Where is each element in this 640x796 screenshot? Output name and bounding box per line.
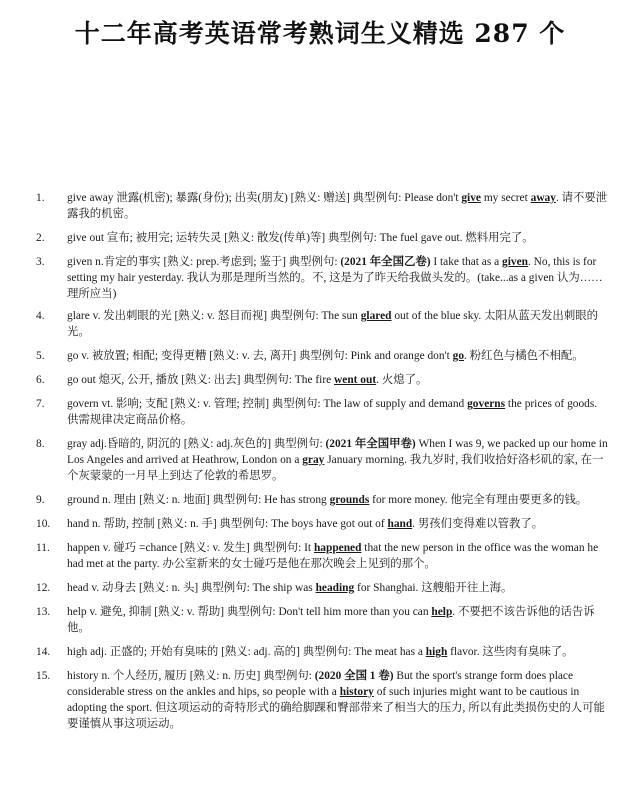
list-item xyxy=(36,396,608,428)
entry-text: go out 熄灭, 公开, 播放 [熟义: 出去] 典型例句: The fire went out. 火熄了。 xyxy=(67,374,428,386)
list-item xyxy=(36,254,608,302)
entry-text: go v. 被放置; 相配; 变得更糟 [熟义: v. 去, 离开] 典型例句: Pink and orange don't go. 粉红色与橘色不相配。 xyxy=(67,350,584,362)
list-item xyxy=(36,644,608,660)
keyword: hand xyxy=(387,518,413,530)
keyword: give xyxy=(461,192,481,204)
entry-number: 11. xyxy=(36,542,50,554)
keyword: given xyxy=(502,256,528,268)
exam-source: (2020 全国 1 卷) xyxy=(314,670,394,682)
keyword: high xyxy=(425,646,448,658)
entry-number: 6. xyxy=(36,374,45,386)
entry-text: give away 泄露(机密); 暴露(身份); 出卖(朋友) [熟义: 赠送] 典型例句: Please don't give my secret away. 请不要泄露我的机密。 xyxy=(67,192,608,220)
entry-number: 3. xyxy=(36,256,45,268)
page-title: 十二年高考英语常考熟词生义精选 287 个 xyxy=(74,19,566,48)
keyword: grounds xyxy=(329,494,370,506)
keyword: help xyxy=(431,606,453,618)
list-item xyxy=(36,580,608,596)
keyword: away xyxy=(530,192,556,204)
entry-number: 10. xyxy=(36,518,51,530)
entry-text: gray adj.昏暗的, 阴沉的 [熟义: adj.灰色的] 典型例句: (2021 年全国甲卷) When I was 9, we packed up our home in Los Angeles and arrived at Heathrow, London on a gray January morning. 我九岁时, 我们收拾好洛杉矶的家, 在一个灰蒙蒙的一月早上到达了伦敦的希思罗。 xyxy=(67,438,608,482)
list-item xyxy=(36,348,608,364)
entry-number: 2. xyxy=(36,232,45,244)
entry-number: 5. xyxy=(36,350,45,362)
entry-text: help v. 避免, 抑制 [熟义: v. 帮助] 典型例句: Don't tell him more than you can help. 不要把不该告诉他的话告诉他。 xyxy=(67,606,595,634)
exam-source: (2021 年全国甲卷) xyxy=(325,438,416,450)
entry-number: 4. xyxy=(36,310,45,322)
entry-text: head v. 动身去 [熟义: n. 头] 典型例句: The ship was heading for Shanghai. 这艘船开往上海。 xyxy=(67,582,513,594)
list-item xyxy=(36,604,608,636)
keyword: gray xyxy=(302,454,325,466)
entry-number: 9. xyxy=(36,494,45,506)
entry-text: given n.肯定的事实 [熟义: prep.考虑到; 鉴于] 典型例句: (2021 年全国乙卷) I take that as a given. No, this is for setting my hair yesterday. 我认为那是理所当然的。不, 这是为了昨天给我做头发的。(take...as a given 认为……理所应当) xyxy=(67,256,603,300)
keyword: heading xyxy=(315,582,355,594)
entry-text: glare v. 发出刺眼的光 [熟义: v. 怒目而视] 典型例句: The sun glared out of the blue sky. 太阳从蓝天发出刺眼的光。 xyxy=(67,310,598,338)
entry-text: history n. 个人经历, 履历 [熟义: n. 历史] 典型例句: (2020 全国 1 卷) But the sport's strange form does place considerable stress on the ankles and hips, so people with a history of such injuries might want to be cautious in adopting the sport. 但这项运动的奇特形式的确给脚踝和臀部带来了相当大的压力, 所以有此类损伤史的人可能要谨慎从事这项运动。 xyxy=(67,670,605,730)
list-item xyxy=(36,436,608,484)
entry-text: give out 宣布; 被用完; 运转失灵 [熟义: 散发(传单)等] 典型例句: The fuel gave out. 燃料用完了。 xyxy=(67,232,534,244)
entry-text: govern vt. 影响; 支配 [熟义: v. 管理; 控制] 典型例句: The law of supply and demand governs the prices of goods. 供需规律决定商品价格。 xyxy=(67,398,598,426)
entry-number: 13. xyxy=(36,606,51,618)
keyword: go xyxy=(452,350,465,362)
entry-text: high adj. 正盛的; 开始有臭味的 [熟义: adj. 高的] 典型例句: The meat has a high flavor. 这些肉有臭味了。 xyxy=(67,646,574,658)
list-item xyxy=(36,668,608,732)
list-item xyxy=(36,492,608,508)
entry-number: 1. xyxy=(36,192,45,204)
entry-number: 8. xyxy=(36,438,45,450)
exam-source: (2021 年全国乙卷) xyxy=(340,256,431,268)
list-item xyxy=(36,190,608,222)
list-item xyxy=(36,230,608,246)
keyword: history xyxy=(339,686,374,698)
keyword: went out xyxy=(334,374,377,386)
list-item xyxy=(36,308,608,340)
entry-number: 14. xyxy=(36,646,51,658)
entry-text: ground n. 理由 [熟义: n. 地面] 典型例句: He has strong grounds for more money. 他完全有理由要更多的钱。 xyxy=(67,494,588,506)
list-item xyxy=(36,372,608,388)
entry-number: 15. xyxy=(36,670,51,682)
entry-list xyxy=(36,190,608,740)
keyword: glared xyxy=(360,310,392,322)
list-item xyxy=(36,516,608,532)
keyword: happened xyxy=(313,542,362,554)
entry-number: 12. xyxy=(36,582,51,594)
list-item xyxy=(36,540,608,572)
entry-number: 7. xyxy=(36,398,45,410)
entry-text: hand n. 帮助, 控制 [熟义: n. 手] 典型例句: The boys have got out of hand. 男孩们变得难以管教了。 xyxy=(67,518,544,530)
keyword: governs xyxy=(467,398,506,410)
entry-text: happen v. 碰巧 =chance [熟义: v. 发生] 典型例句: It happened that the new person in the office was the woman he had met at the party. 办公室新来的女士碰巧是他在那次晚会上见到的那个。 xyxy=(67,542,599,570)
